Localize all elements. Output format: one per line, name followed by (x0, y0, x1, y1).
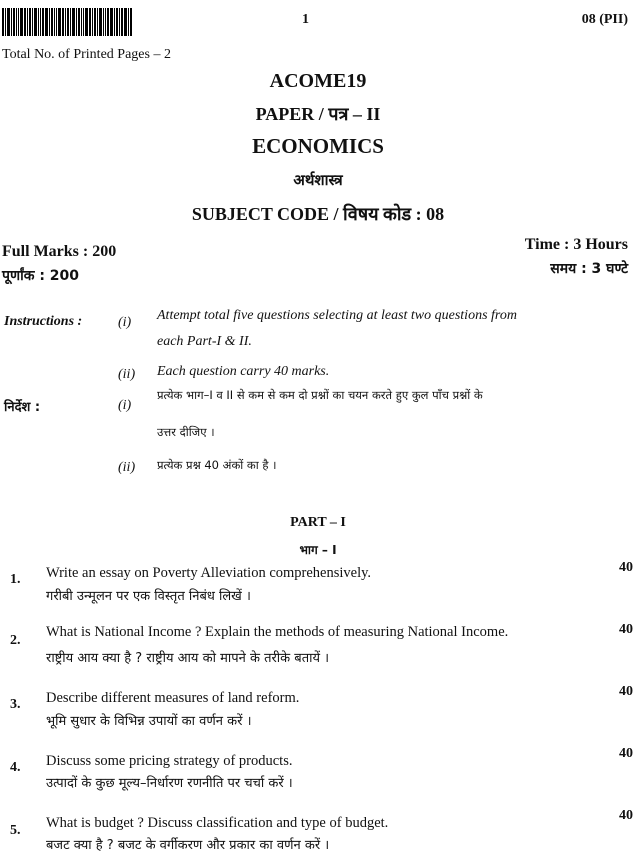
instruction-num: (i) (118, 315, 132, 330)
time-limit-hindi: समय : 3 घण्टे (550, 261, 628, 277)
nirdesh-text: प्रत्येक भाग–I व II से कम से कम दो प्रश्नों का चयन करते हुए कुल पाँच प्रश्नों के (157, 388, 483, 402)
question-text-hindi: राष्ट्रीय आय क्या है ? राष्ट्रीय आय को मापने के तरीके बतायें । (46, 651, 330, 666)
full-marks: Full Marks : 200 (2, 243, 117, 260)
part-title: PART – I (290, 515, 346, 530)
nirdesh-num: (i) (118, 398, 132, 413)
question-text-hindi: उत्पादों के कुछ मूल्य–निर्धारण रणनीति पर चर्चा करें । (46, 776, 293, 791)
instruction-text-cont: each Part-I & II. (157, 334, 252, 349)
question-text: What is budget ? Discuss classification and type of budget. (46, 815, 389, 831)
instructions-label: Instructions : (4, 314, 83, 329)
question-marks: 40 (619, 622, 633, 637)
subject-title: ECONOMICS (252, 134, 384, 158)
instruction-text: Attempt total five questions selecting at least two questions from (157, 308, 517, 323)
page-number: 1 (302, 12, 309, 27)
barcode (2, 8, 157, 36)
question-text: Describe different measures of land reform. (46, 690, 300, 706)
question-marks: 40 (619, 684, 633, 699)
nirdesh-num: (ii) (118, 460, 136, 475)
nirdesh-label: निर्देश : (4, 400, 41, 415)
paper-title: PAPER / पत्र – II (255, 104, 381, 124)
question-text-hindi: बजट क्या है ? बजट के वर्गीकरण और प्रकार का वर्णन करें । (46, 838, 330, 853)
question-number: 4. (10, 760, 21, 775)
question-number: 1. (10, 572, 21, 587)
question-marks: 40 (619, 808, 633, 823)
question-text: What is National Income ? Explain the methods of measuring National Income. (46, 624, 509, 640)
instruction-text: Each question carry 40 marks. (157, 364, 330, 379)
question-marks: 40 (619, 746, 633, 761)
printed-pages: Total No. of Printed Pages – 2 (2, 47, 171, 62)
question-text-hindi: गरीबी उन्मूलन पर एक विस्तृत निबंध लिखें । (46, 589, 251, 604)
subject-title-hindi: अर्थशास्त्र (293, 171, 343, 189)
question-number: 5. (10, 823, 21, 838)
question-number: 2. (10, 633, 21, 648)
nirdesh-text-cont: उत्तर दीजिए । (157, 425, 215, 439)
exam-code: ACOME19 (269, 70, 367, 92)
question-marks: 40 (619, 560, 633, 575)
full-marks-hindi: पूर्णांक : 200 (2, 268, 80, 284)
question-text-hindi: भूमि सुधार के विभिन्न उपायों का वर्णन करें । (46, 714, 252, 729)
question-number: 3. (10, 697, 21, 712)
nirdesh-text: प्रत्येक प्रश्न 40 अंकों का है । (157, 458, 277, 472)
paper-code: 08 (PII) (581, 12, 628, 27)
time-limit: Time : 3 Hours (524, 236, 628, 253)
question-text: Write an essay on Poverty Alleviation comprehensively. (46, 565, 372, 581)
subject-code: SUBJECT CODE / विषय कोड : 08 (191, 204, 445, 224)
question-text: Discuss some pricing strategy of products. (46, 753, 293, 769)
part-title-hindi: भाग – I (299, 543, 337, 557)
instruction-num: (ii) (118, 367, 136, 382)
